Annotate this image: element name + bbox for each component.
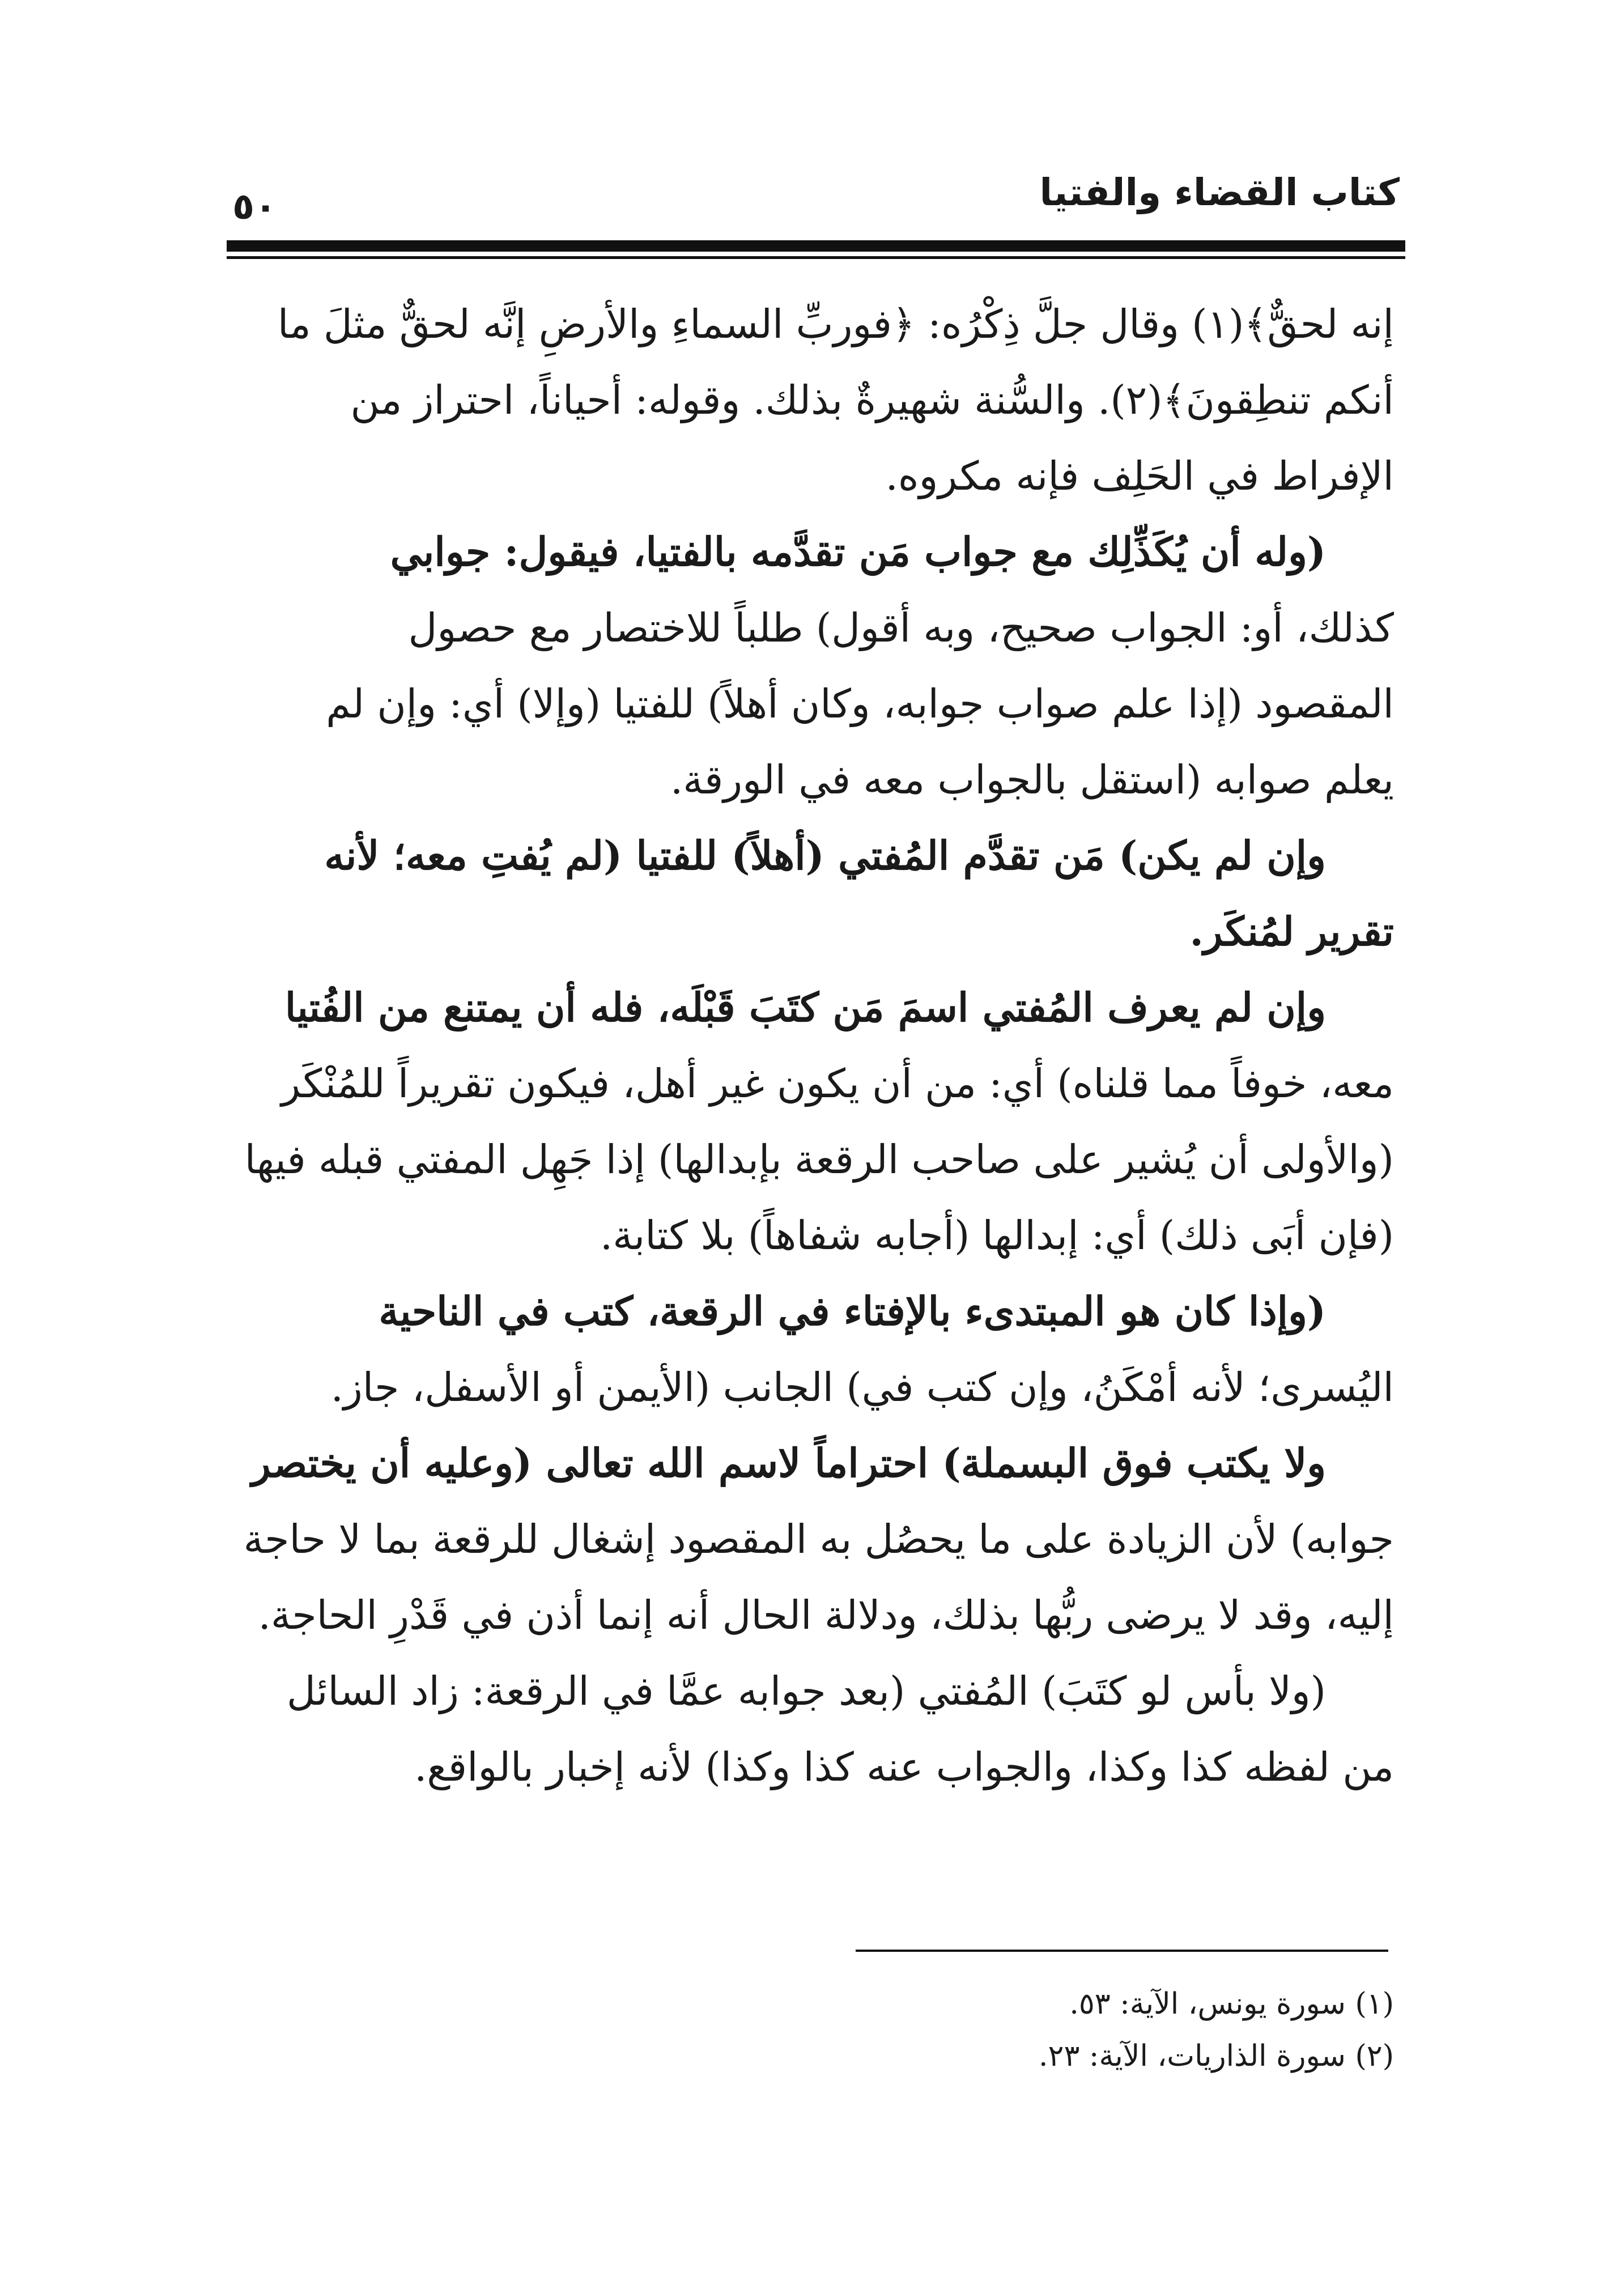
text-line: إليه، وقد لا يرضى ربُّها بذلك، ودلالة الحال أنه إنما أذن في قَدْرِ الحاجة. [258, 1592, 1394, 1638]
text-line: (وله أن يُكَذِّلِك مع جواب مَن تقدَّمه بالفتيا، فيقول: جوابي [390, 528, 1326, 575]
text-line: كذلك، أو: الجواب صحيح، وبه أقول) طلباً للاختصار مع حصول [408, 605, 1394, 651]
text-line: أنكم تنطِقونَ﴾(٢). والسُّنة شهيرةٌ بذلك. وقوله: أحياناً، احتراز من [350, 377, 1394, 423]
page-number: ٥٠ [232, 186, 277, 228]
text-line: الإفراط في الحَلِف فإنه مكروه. [885, 453, 1394, 499]
text-line: (فإن أبَى ذلك) أي: إبدالها (أجابه شفاهاً) بلا كتابة. [600, 1212, 1394, 1259]
text-line: المقصود (إذا علم صواب جوابه، وكان أهلاً) للفتيا (وإلا) أي: وإن لم [326, 681, 1394, 727]
text-line: تقرير لمُنكَر. [1189, 908, 1394, 955]
page-header [232, 164, 1400, 227]
text-line: يعلم صوابه (استقل بالجواب معه في الورقة. [670, 757, 1394, 803]
text-line: جوابه) لأن الزيادة على ما يحصُل به المقصود إشغال للرقعة بما لا حاجة [243, 1516, 1394, 1562]
footnote: (١) سورة يونس، الآية: ٥٣. [1069, 1987, 1394, 2021]
text-line: (ولا بأس لو كتَبَ) المُفتي (بعد جوابه عمَّا في الرقعة: زاد السائل [287, 1668, 1326, 1714]
text-line: ولا يكتب فوق البسملة) احتراماً لاسم الله تعالى (وعليه أن يختصر [251, 1440, 1326, 1487]
text-line: معه، خوفاً مما قلناه) أي: من أن يكون غير أهل، فيكون تقريراً للمُنْكَر [281, 1060, 1394, 1107]
footnote: (٢) سورة الذاريات، الآية: ٢٣. [1039, 2039, 1394, 2073]
text-line: من لفظه كذا وكذا، والجواب عنه كذا وكذا) لأنه إخبار بالواقع. [414, 1744, 1394, 1790]
text-line: إنه لحقٌّ﴾(١) وقال جلَّ ذِكْرُه: ﴿فوربِّ السماءِ والأرضِ إنَّه لحقٌّ مثلَ ما [277, 301, 1394, 347]
text-line: (وإذا كان هو المبتدىء بالإفتاء في الرقعة، كتب في الناحية [379, 1288, 1326, 1335]
text-line: (والأولى أن يُشير على صاحب الرقعة بإبدالها) إذا جَهِل المفتي قبله فيها [244, 1136, 1394, 1183]
header-rule-thick [227, 240, 1405, 252]
running-title: كتاب القضاء والفتيا [1039, 171, 1400, 214]
text-line: وإن لم يكن) مَن تقدَّم المُفتي (أهلاً) للفتيا (لم يُفتِ معه؛ لأنه [324, 832, 1326, 879]
body-text [238, 286, 1394, 1805]
footnote-separator [856, 1950, 1388, 1952]
footnotes [737, 1978, 1394, 2082]
text-line: اليُسرى؛ لأنه أمْكَنُ، وإن كتب في) الجانب (الأيمن أو الأسفل، جاز. [330, 1364, 1394, 1411]
text-line: وإن لم يعرف المُفتي اسمَ مَن كتَبَ قَبْلَه، فله أن يمتنع من الفُتيا [284, 984, 1326, 1031]
header-rule-thin [227, 256, 1405, 259]
